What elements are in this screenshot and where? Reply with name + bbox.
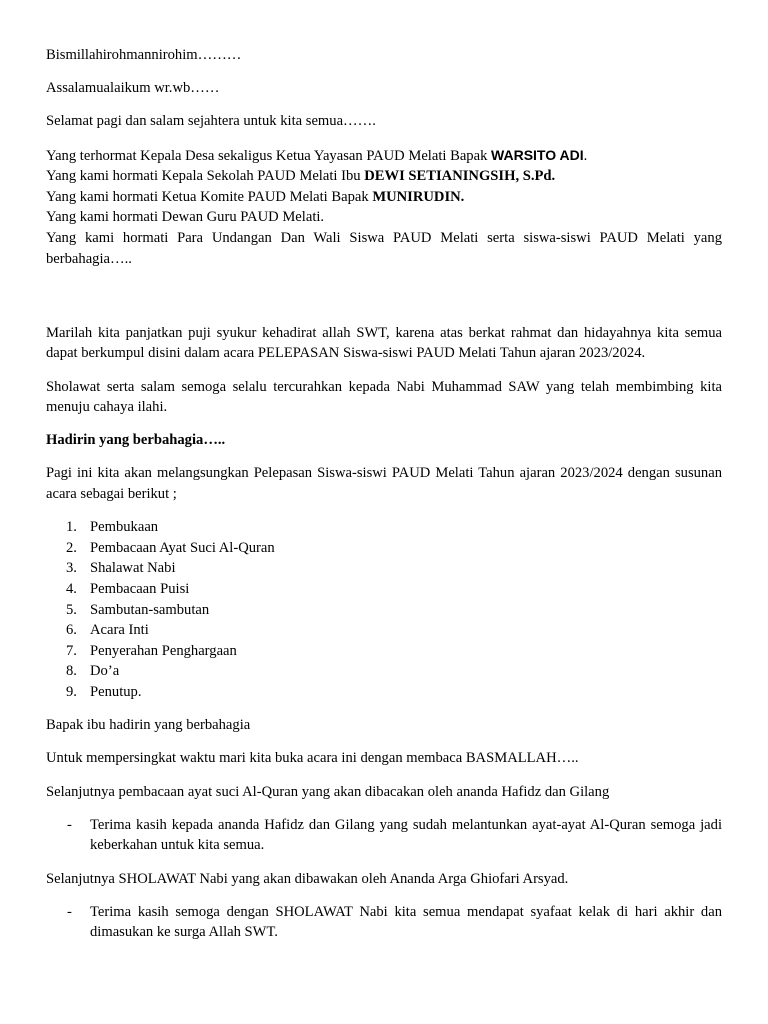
list-item: 9. Penutup. <box>66 684 142 700</box>
paragraph-sholawat: Sholawat serta salam semoga selalu tercurahkan kepada Nabi Muhammad SAW yang telah membimbing kita menuju cahaya ilahi. <box>46 378 722 416</box>
respect-line-1: Yang terhormat Kepala Desa sekaligus Ketua Yayasan PAUD Melati Bapak WARSITO ADI. <box>46 146 588 164</box>
dash-item-quran <box>46 815 722 856</box>
paragraph-syukur: Marilah kita panjatkan puji syukur kehadirat allah SWT, karena atas berkat rahmat dan hidayahnya kita semua dapat berkumpul disini dalam acara PELEPASAN Siswa-siswi PAUD Melati Tahun ajaran 2023/2024. <box>46 324 722 362</box>
dash-bullet: - <box>67 903 72 920</box>
list-item: 8. Do’a <box>66 663 120 680</box>
opening-section <box>46 45 722 132</box>
respect-line-3: Yang kami hormati Ketua Komite PAUD Melati Bapak MUNIRUDIN. <box>46 188 465 205</box>
respect-line-2: Yang kami hormati Kepala Sekolah PAUD Melati Ibu DEWI SETIANINGSIH, S.Pd. <box>46 168 556 185</box>
respect-line-4: Yang kami hormati Dewan Guru PAUD Melati. <box>46 209 325 226</box>
heading-hadirin: Hadirin yang berbahagia….. <box>46 432 226 449</box>
agenda-list <box>46 517 722 702</box>
list-item: 3. Shalawat Nabi <box>66 560 176 577</box>
paragraph-basmallah: Untuk mempersingkat waktu mari kita buka acara ini dengan membaca BASMALLAH….. <box>46 750 579 767</box>
paragraph-agenda-intro: Pagi ini kita akan melangsungkan Pelepasan Siswa-siswi PAUD Melati Tahun ajaran 2023/2024 dengan susunan acara sebagai berikut ; <box>46 465 722 503</box>
list-item: 1. Pembukaan <box>66 519 159 536</box>
dash-text-sholawat: Terima kasih semoga dengan SHOLAWAT Nabi kita semua mendapat syafaat kelak di hari akhir dan dimasukan ke surga Allah SWT. <box>90 903 722 941</box>
bismillah-line: Bismillahirohmannirohim……… <box>46 47 242 63</box>
list-item: 6. Acara Inti <box>66 622 149 639</box>
list-item: 4. Pembacaan Puisi <box>66 581 190 598</box>
dash-text-quran: Terima kasih kepada ananda Hafidz dan Gilang yang sudah melantunkan ayat-ayat Al-Quran semoga jadi keberkahan untuk kita semua. <box>90 816 722 854</box>
respect-name-1: WARSITO ADI <box>491 146 584 163</box>
salam-line: Assalamualaikum wr.wb…… <box>46 80 220 97</box>
respect-name-3: MUNIRUDIN. <box>372 188 465 205</box>
respect-name-2: DEWI SETIANINGSIH, S.Pd. <box>364 168 556 185</box>
dash-item-sholawat <box>46 902 722 943</box>
paragraph-quran: Selanjutnya pembacaan ayat suci Al-Quran yang akan dibacakan oleh ananda Hafidz dan Gilang <box>46 783 610 800</box>
dash-bullet: - <box>67 816 72 833</box>
list-item: 7. Penyerahan Penghargaan <box>66 642 237 659</box>
list-item: 5. Sambutan-sambutan <box>66 601 210 618</box>
paragraph-sholawat-nabi: Selanjutnya SHOLAWAT Nabi yang akan dibawakan oleh Ananda Arga Ghiofari Arsyad. <box>46 870 569 887</box>
greeting-line: Selamat pagi dan salam sejahtera untuk kita semua……. <box>46 113 376 130</box>
list-item: 2. Pembacaan Ayat Suci Al-Quran <box>66 539 275 556</box>
respect-line-5: Yang kami hormati Para Undangan Dan Wali Siswa PAUD Melati serta siswa-siswi PAUD Melati yang berbahagia….. <box>46 229 722 267</box>
blank-space <box>46 282 722 323</box>
paragraph-bapak-ibu: Bapak ibu hadirin yang berbahagia <box>46 717 251 734</box>
respects-section <box>46 145 722 270</box>
